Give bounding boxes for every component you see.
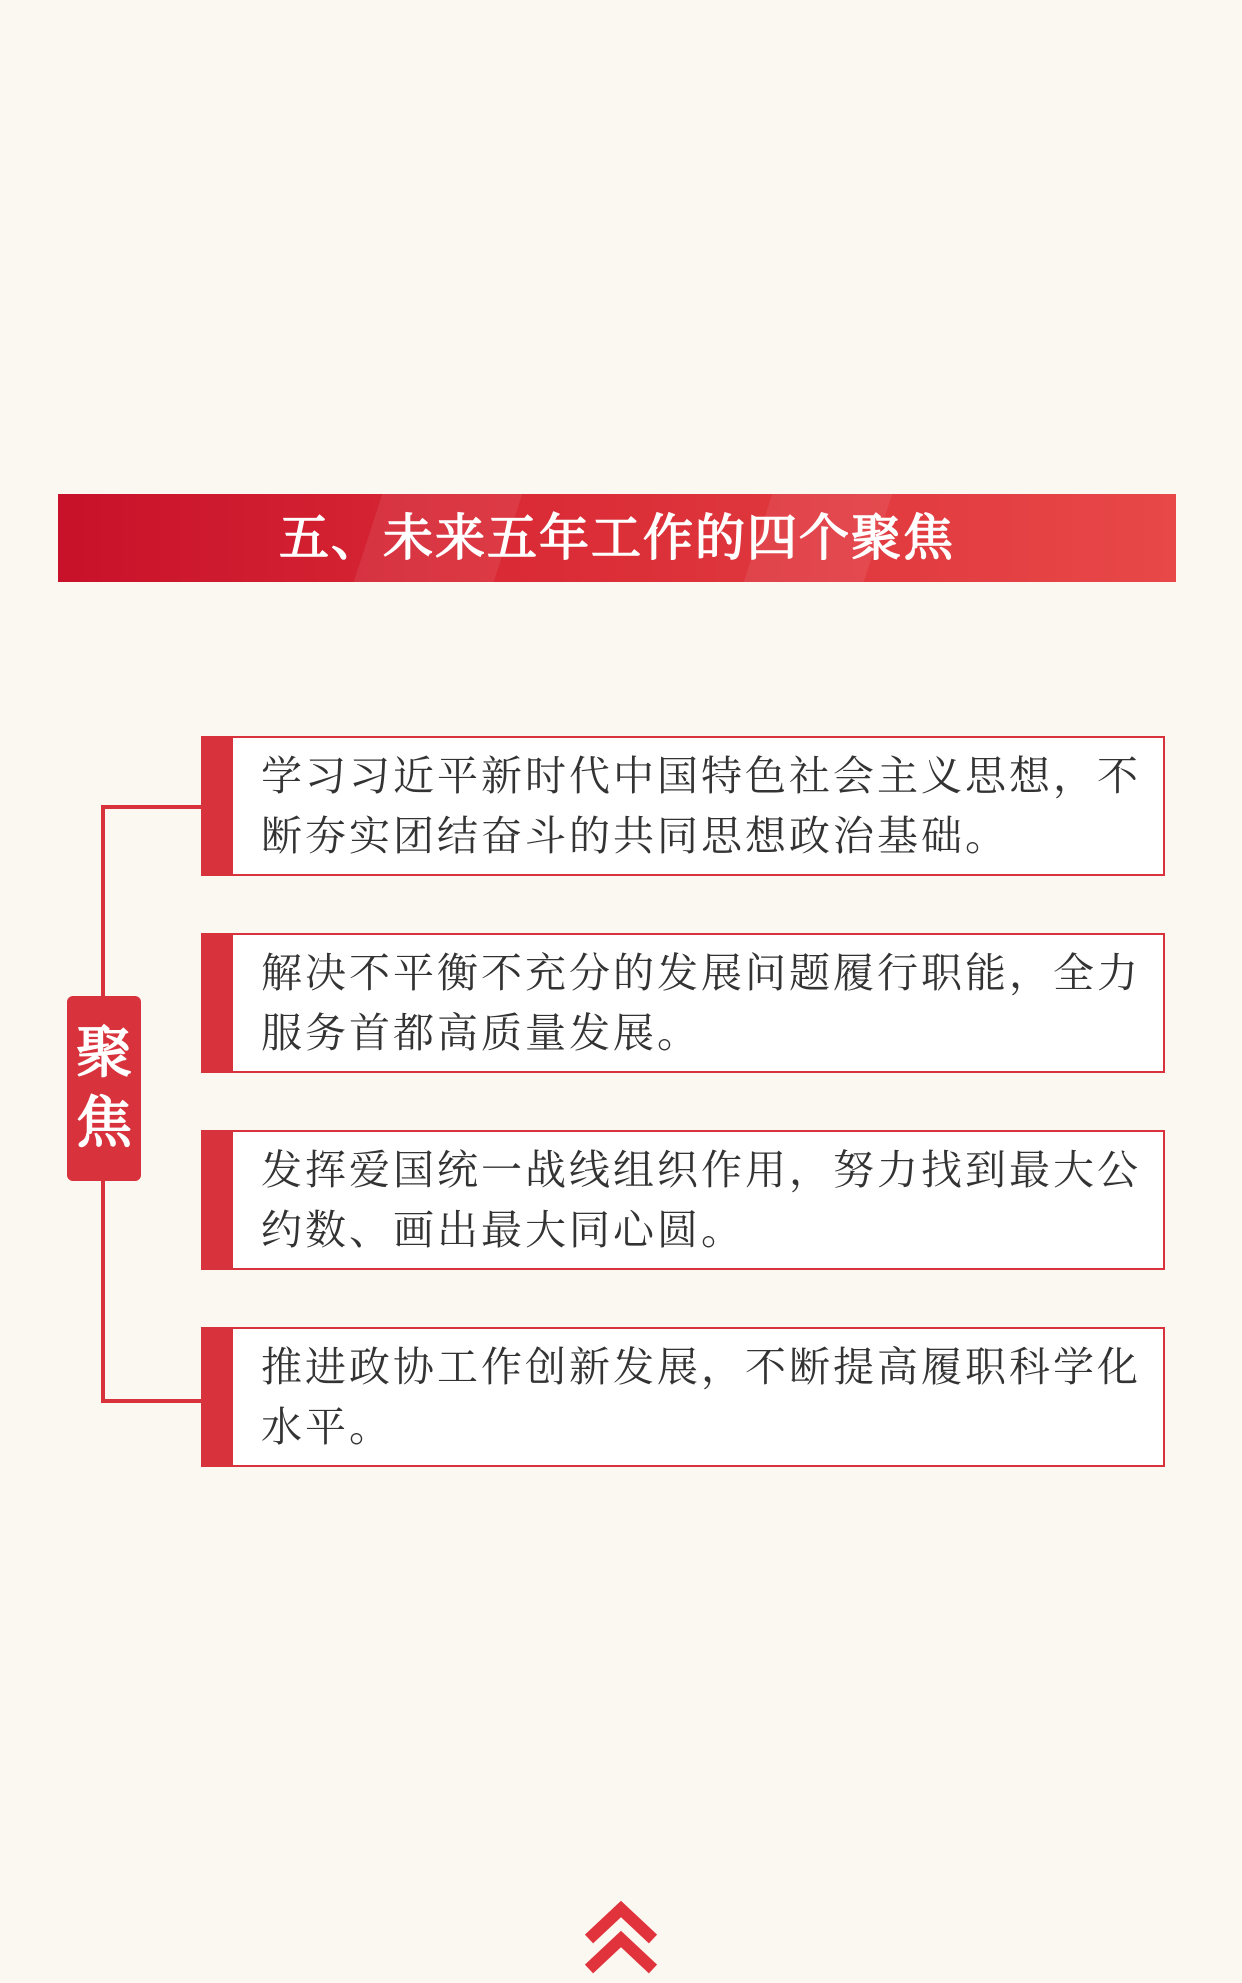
section-title: 五、未来五年工作的四个聚焦 (279, 509, 955, 567)
focus-item-4 (201, 1327, 1165, 1467)
double-chevron-up-icon[interactable] (581, 1895, 661, 1975)
focus-item-text: 发挥爱国统一战线组织作用，努力找到最大公约数、画出最大同心圆。 (261, 1146, 1141, 1254)
connector-branch-1 (101, 805, 201, 809)
card-accent-bar (201, 1130, 233, 1270)
focus-item-2 (201, 933, 1165, 1073)
section-banner (58, 494, 1176, 582)
card-accent-bar (201, 736, 233, 876)
card-accent-bar (201, 933, 233, 1073)
focus-item-1 (201, 736, 1165, 876)
focus-tag (67, 996, 141, 1181)
double-chevron-up-svg (581, 1895, 661, 1975)
focus-item-3 (201, 1130, 1165, 1270)
focus-item-text: 推进政协工作创新发展，不断提高履职科学化水平。 (261, 1343, 1141, 1451)
focus-tag-char-1: 聚 (76, 1020, 132, 1086)
focus-tag-char-2: 焦 (76, 1090, 132, 1156)
card-accent-bar (201, 1327, 233, 1467)
connector-branch-4 (101, 1399, 201, 1403)
focus-item-text: 解决不平衡不充分的发展问题履行职能，全力服务首都高质量发展。 (261, 949, 1141, 1057)
focus-item-text: 学习习近平新时代中国特色社会主义思想，不断夯实团结奋斗的共同思想政治基础。 (261, 752, 1141, 860)
